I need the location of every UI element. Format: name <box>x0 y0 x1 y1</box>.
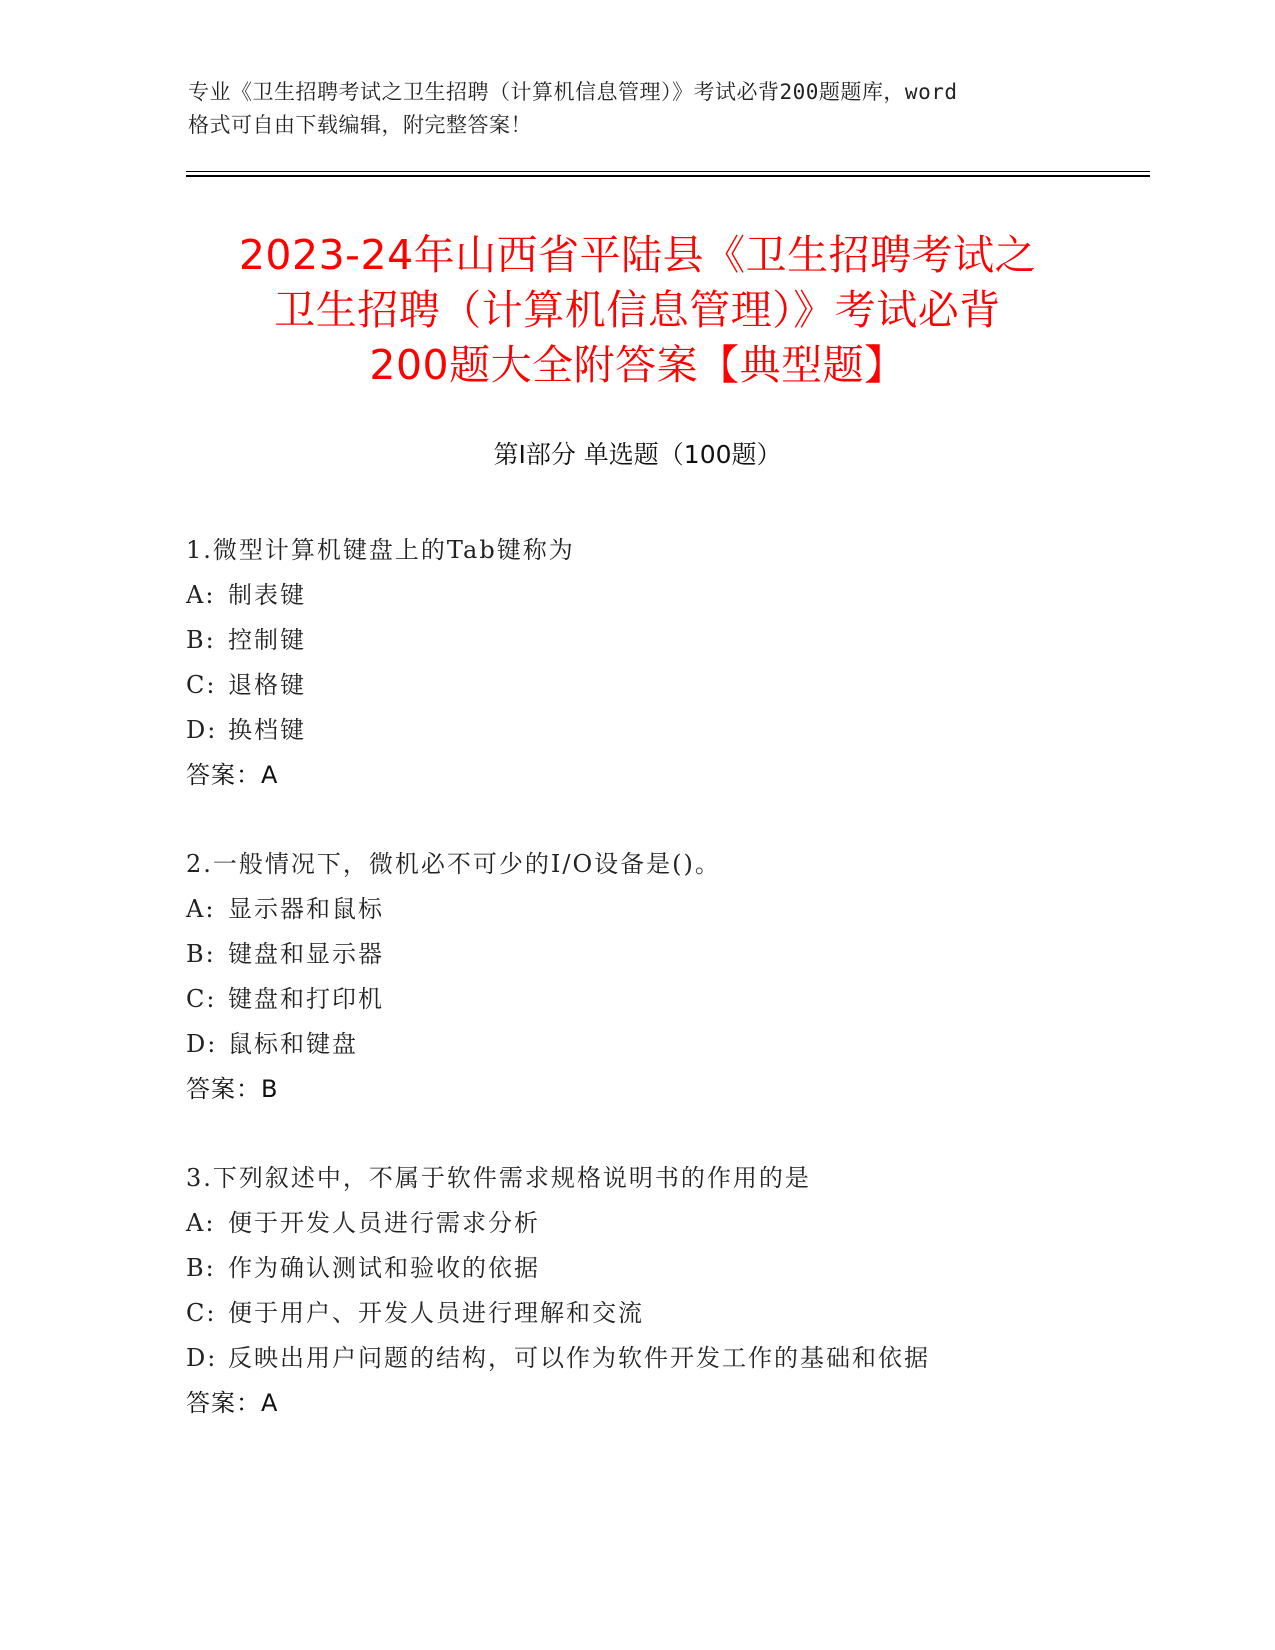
question-stem: 2.一般情况下，微机必不可少的I/O设备是()。 <box>186 850 721 878</box>
title-line-1: 2023-24年山西省平陆县《卫生招聘考试之 <box>238 231 1037 279</box>
option-key: D: <box>186 1030 218 1058</box>
answer-line: 答案：A <box>186 761 279 789</box>
option-key: B: <box>186 1254 216 1282</box>
option-text: 显示器和鼠标 <box>228 895 384 923</box>
option-key: A: <box>186 1209 216 1237</box>
option-b <box>186 1246 1146 1291</box>
option-c <box>186 663 1146 708</box>
option-text: 鼠标和键盘 <box>228 1030 358 1058</box>
question-item <box>186 842 1146 1112</box>
option-d <box>186 1336 1146 1381</box>
document-title <box>120 228 1155 393</box>
option-key: D: <box>186 716 218 744</box>
option-text: 作为确认测试和验收的依据 <box>228 1254 540 1282</box>
answer-line: 答案：A <box>186 1389 279 1417</box>
option-key: B: <box>186 626 216 654</box>
option-text: 换档键 <box>228 716 306 744</box>
option-text: 制表键 <box>228 581 306 609</box>
option-text: 控制键 <box>228 626 306 654</box>
question-item <box>186 528 1146 798</box>
question-list <box>186 528 1146 1470</box>
section-title: 第Ⅰ部分 单选题（100题） <box>493 440 782 469</box>
option-d <box>186 1022 1146 1067</box>
option-d <box>186 708 1146 753</box>
option-text: 反映出用户问题的结构，可以作为软件开发工作的基础和依据 <box>228 1344 930 1372</box>
option-a <box>186 887 1146 932</box>
question-item <box>186 1156 1146 1426</box>
option-a <box>186 573 1146 618</box>
header-rule-thin <box>186 171 1150 172</box>
option-text: 便于开发人员进行需求分析 <box>228 1209 540 1237</box>
question-stem: 3.下列叙述中，不属于软件需求规格说明书的作用的是 <box>186 1164 811 1192</box>
option-text: 键盘和打印机 <box>228 985 384 1013</box>
question-stem: 1.微型计算机键盘上的Tab键称为 <box>186 536 575 564</box>
option-key: C: <box>186 985 217 1013</box>
title-line-2: 卫生招聘（计算机信息管理）》考试必背 <box>274 286 1001 334</box>
option-text: 退格键 <box>228 671 306 699</box>
option-text: 便于用户、开发人员进行理解和交流 <box>228 1299 644 1327</box>
option-a <box>186 1201 1146 1246</box>
option-key: A: <box>186 581 216 609</box>
intro-line-2: 格式可自由下载编辑，附完整答案！ <box>188 113 532 137</box>
option-key: D: <box>186 1344 218 1372</box>
title-line-3: 200题大全附答案【典型题】 <box>369 341 906 389</box>
option-key: A: <box>186 895 216 923</box>
option-c <box>186 977 1146 1022</box>
option-b <box>186 932 1146 977</box>
option-key: C: <box>186 1299 217 1327</box>
intro-line-1: 专业《卫生招聘考试之卫生招聘（计算机信息管理）》考试必背200题题库，word <box>188 80 958 104</box>
option-b <box>186 618 1146 663</box>
option-key: C: <box>186 671 217 699</box>
header-rule-thick <box>186 175 1150 177</box>
option-c <box>186 1291 1146 1336</box>
answer-line: 答案：B <box>186 1075 279 1103</box>
intro-text <box>188 76 1088 142</box>
option-text: 键盘和显示器 <box>228 940 384 968</box>
option-key: B: <box>186 940 216 968</box>
